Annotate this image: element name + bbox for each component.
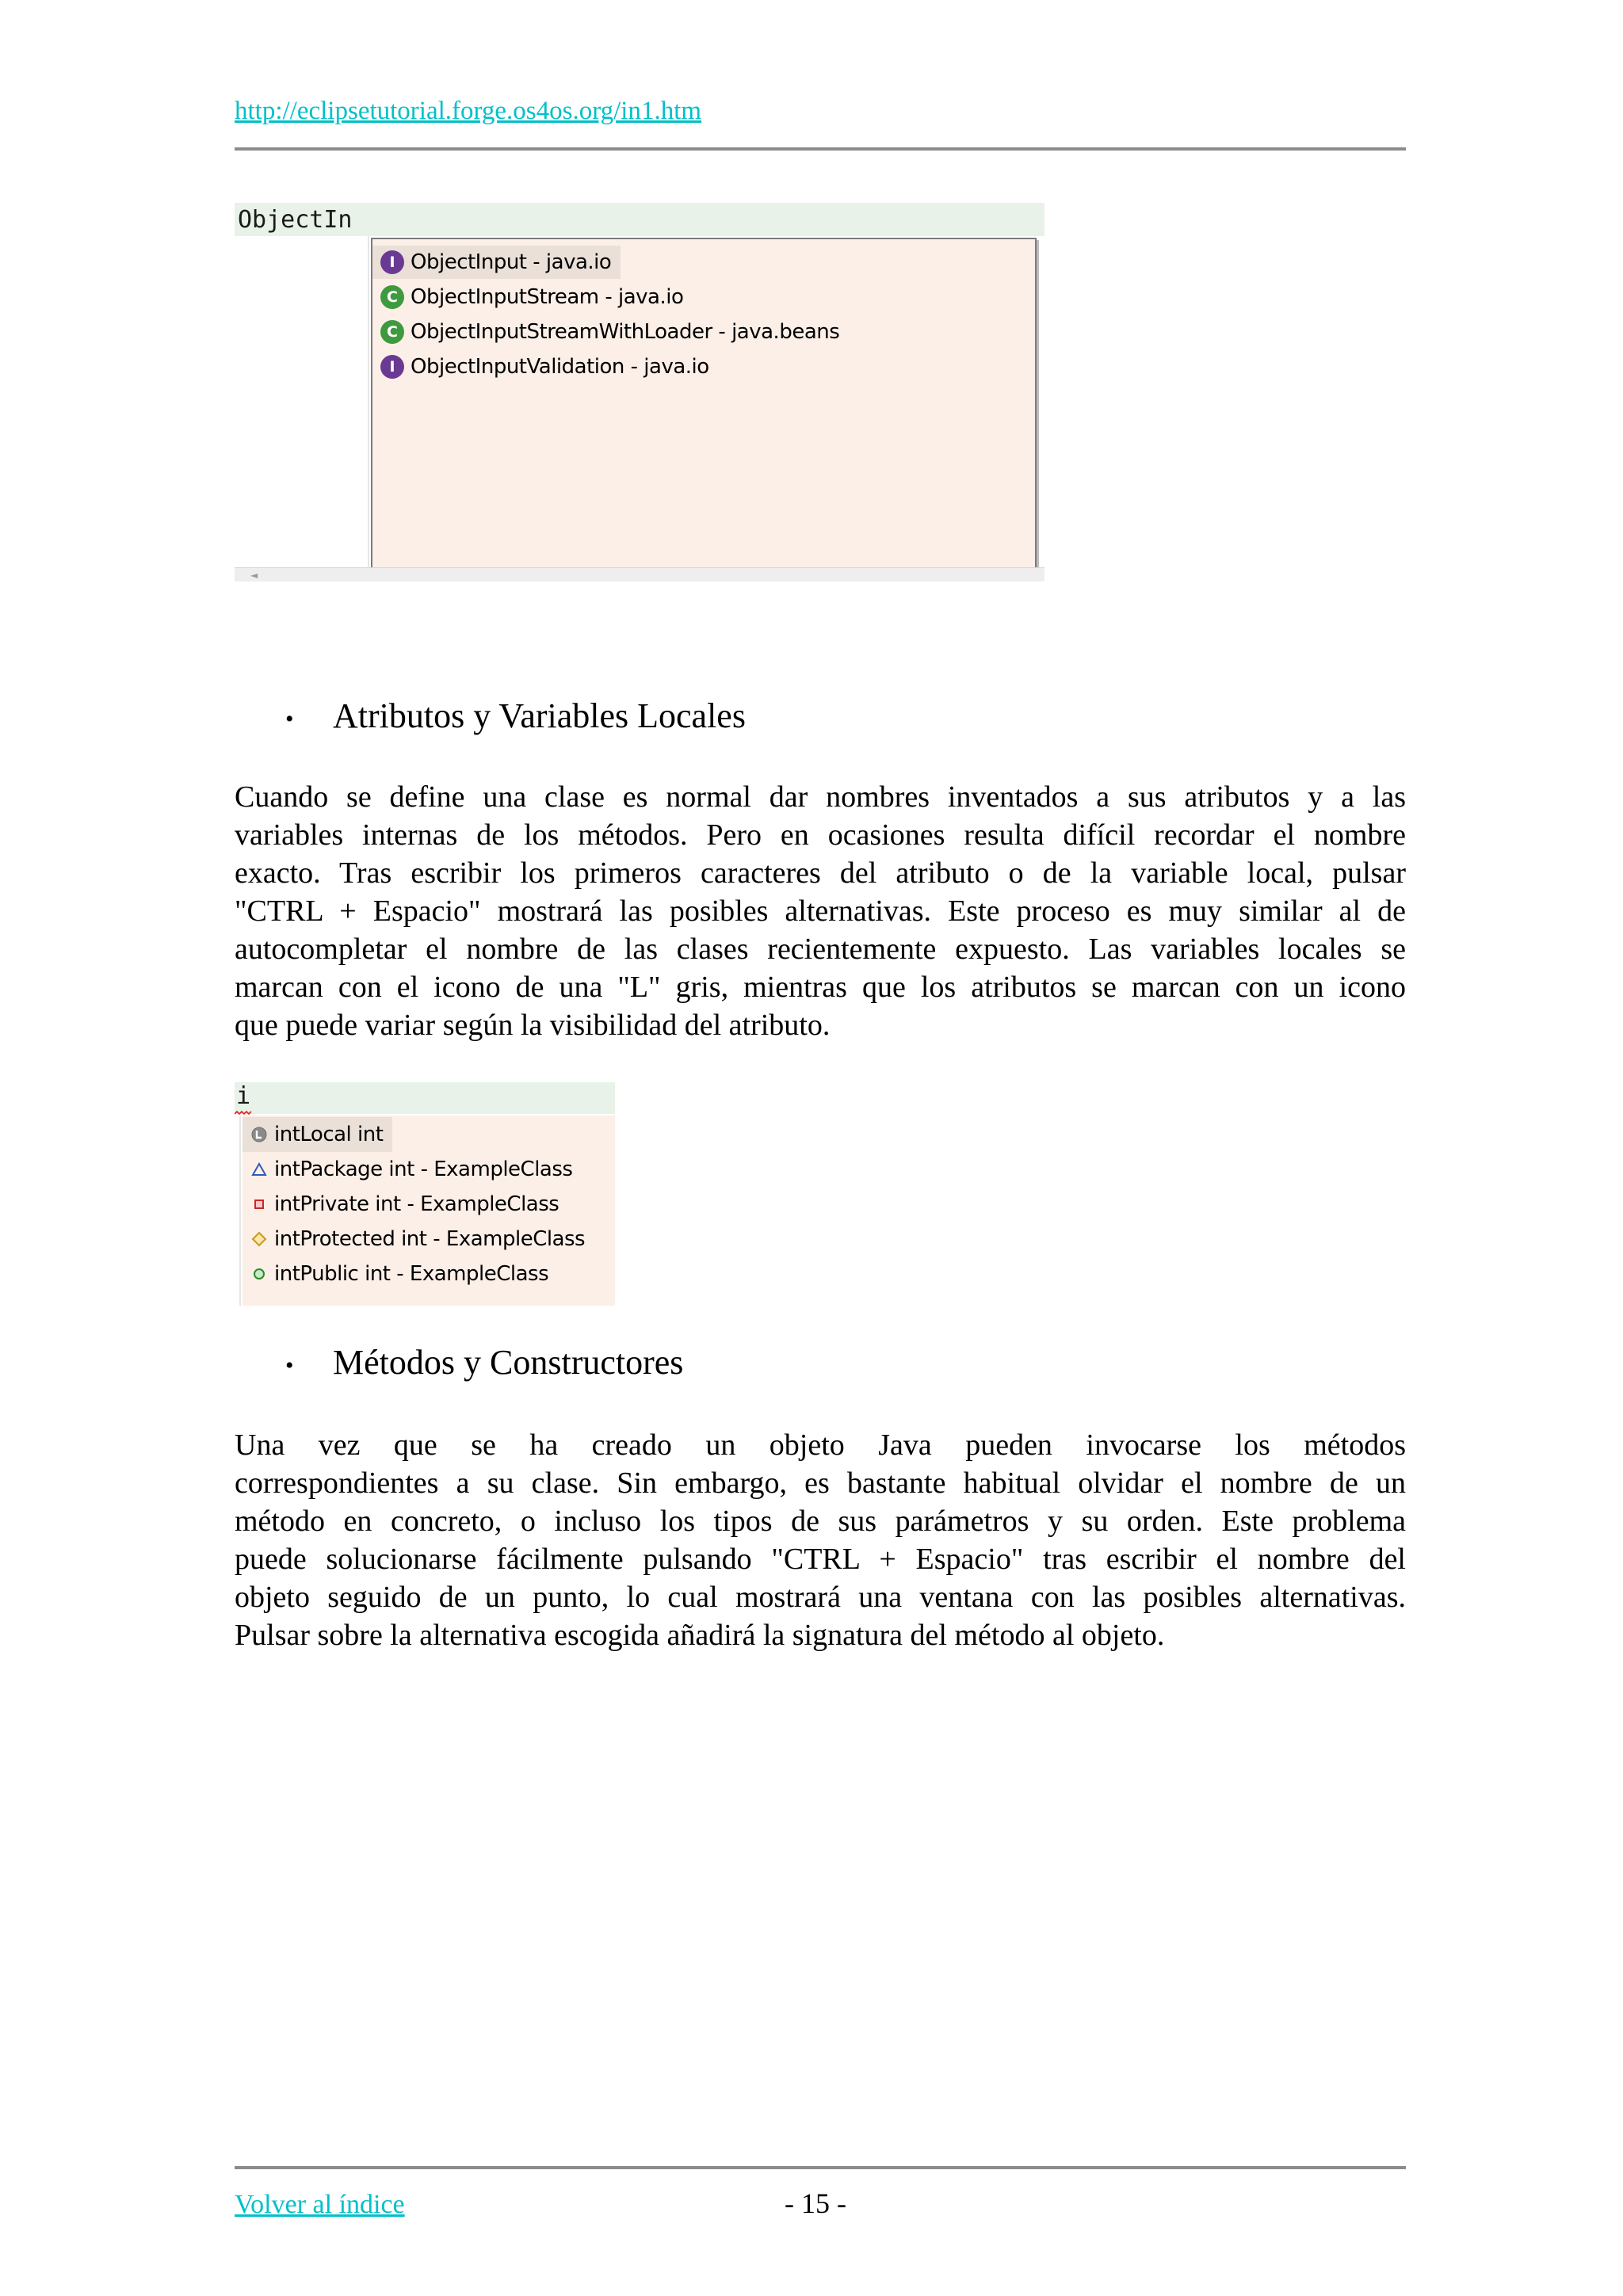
variable-completion-screenshot [235, 1082, 615, 1306]
completion-item[interactable] [242, 1257, 558, 1291]
completion-item-label: ObjectInputStream - java.io [411, 285, 684, 309]
bullet-icon: • [285, 1352, 294, 1379]
editor-line [235, 1082, 615, 1114]
protected-field-icon [250, 1230, 268, 1248]
section-heading-text: Métodos y Constructores [333, 1343, 684, 1382]
paragraph-line: Pulsar sobre la alternativa escogida añadirá la signatura del método al objeto. [235, 1619, 1165, 1652]
completion-item-label: intPublic int - ExampleClass [274, 1262, 549, 1286]
editor-margin-line [368, 236, 369, 575]
paragraph [235, 1426, 1406, 1654]
horizontal-scrollbar[interactable] [235, 567, 1044, 582]
completion-item-label: ObjectInputStreamWithLoader - java.beans [411, 320, 840, 344]
header-rule [235, 147, 1406, 151]
completion-item-label: intPackage int - ExampleClass [274, 1158, 573, 1181]
completion-item-label: ObjectInput - java.io [411, 250, 612, 274]
paragraph-line: que puede variar según la visibilidad del atributo. [235, 1009, 831, 1042]
paragraph-line: Una vez que se ha creado un objeto Java pueden invocarse los métodos [235, 1428, 1406, 1462]
completion-item[interactable] [242, 1222, 594, 1257]
class-icon: C [380, 320, 404, 344]
completion-item[interactable] [372, 280, 693, 314]
editor-text: i [236, 1082, 251, 1110]
paragraph-line: Cuando se define una clase es normal dar nombres inventados a sus atributos y a las [235, 780, 1406, 814]
section-heading [285, 1342, 683, 1383]
completion-item[interactable] [242, 1187, 568, 1222]
interface-icon: I [380, 355, 404, 379]
editor-line [235, 203, 1044, 236]
section-heading [285, 696, 746, 736]
local-variable-icon [250, 1126, 268, 1143]
paragraph-line: marcan con el icono de una "L" gris, mientras que los atributos se marcan con un icono [235, 971, 1406, 1004]
completion-popup [242, 1116, 615, 1306]
paragraph-line: puede solucionarse fácilmente pulsando "CTRL + Espacio" tras escribir el nombre del [235, 1543, 1406, 1576]
type-completion-screenshot [235, 203, 1044, 581]
page-number: - 15 - [785, 2187, 846, 2219]
completion-item-label: intProtected int - ExampleClass [274, 1227, 586, 1251]
completion-item[interactable] [372, 246, 621, 279]
completion-item-label: intPrivate int - ExampleClass [274, 1192, 559, 1216]
paragraph-line: "CTRL + Espacio" mostrará las posibles alternativas. Este proceso es muy similar al de [235, 894, 1406, 928]
scroll-left-arrow-icon[interactable]: ◄ [250, 570, 258, 581]
package-field-icon [250, 1161, 268, 1178]
interface-icon: I [380, 250, 404, 274]
editor-margin-line [239, 1116, 241, 1306]
public-field-icon [250, 1265, 268, 1283]
private-field-icon [250, 1196, 268, 1213]
completion-item[interactable] [372, 315, 849, 349]
paragraph-line: exacto. Tras escribir los primeros caracteres del atributo o de la variable local, pulsar [235, 856, 1406, 890]
paragraph-line: correspondientes a su clase. Sin embargo, es bastante habitual olvidar el nombre de un [235, 1466, 1406, 1500]
class-icon: C [380, 285, 404, 309]
paragraph-line: autocompletar el nombre de las clases recientemente expuesto. Las variables locales se [235, 933, 1406, 966]
paragraph-line: variables internas de los métodos. Pero en ocasiones resulta difícil recordar el nombre [235, 818, 1406, 852]
section-heading-text: Atributos y Variables Locales [333, 696, 746, 735]
footer-rule [235, 2166, 1406, 2169]
paragraph [235, 778, 1406, 1044]
back-to-index-link[interactable]: Volver al índice [235, 2190, 405, 2219]
completion-item[interactable] [372, 350, 719, 383]
bullet-icon: • [285, 705, 294, 732]
header-url-link[interactable]: http://eclipsetutorial.forge.os4os.org/in1.htm [235, 97, 702, 125]
completion-item[interactable] [242, 1152, 582, 1187]
completion-item-label: ObjectInputValidation - java.io [411, 355, 709, 379]
completion-popup [371, 238, 1037, 570]
paragraph-line: método en concreto, o incluso los tipos de sus parámetros y su orden. Este problema [235, 1505, 1406, 1538]
completion-item[interactable] [242, 1117, 392, 1152]
completion-item-label: intLocal int [274, 1123, 384, 1146]
paragraph-line: objeto seguido de un punto, lo cual mostrará una ventana con las posibles alternativas. [235, 1581, 1406, 1614]
editor-text: ObjectIn [238, 206, 353, 234]
